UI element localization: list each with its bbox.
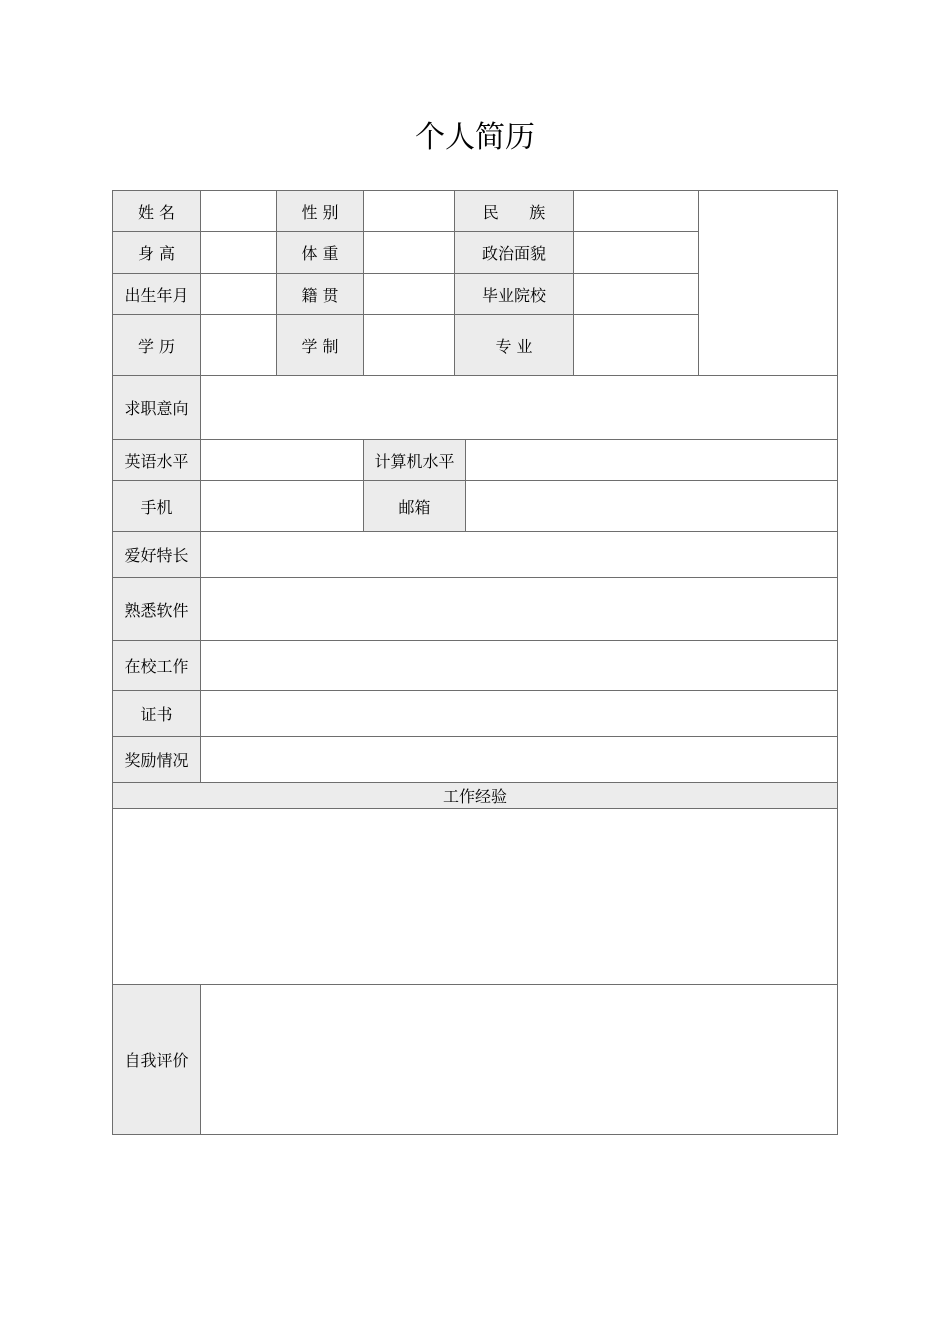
phone-label [112, 480, 201, 532]
political-label [454, 231, 574, 274]
ethnicity-label [454, 190, 574, 232]
school-label [454, 273, 574, 315]
schooling-label [276, 314, 364, 376]
work-experience-label-text: 工作经验 [442, 787, 507, 806]
hobbies-label-text: 爱好特长 [124, 546, 189, 565]
photo-area[interactable] [698, 190, 838, 376]
school-field[interactable] [573, 273, 699, 315]
ethnicity-label-text: 民 族 [482, 202, 546, 222]
education-field[interactable] [200, 314, 277, 376]
weight-field[interactable] [363, 231, 455, 274]
school-work-field[interactable] [200, 640, 838, 691]
schooling-field[interactable] [363, 314, 455, 376]
school-work-label-text: 在校工作 [124, 657, 189, 676]
political-field[interactable] [573, 231, 699, 274]
page-title: 个人简历 [415, 120, 535, 155]
work-experience-header [112, 782, 838, 809]
self-eval-field[interactable] [200, 984, 838, 1135]
weight-label-text: 体 重 [301, 244, 339, 263]
school-work-label [112, 640, 201, 691]
native-label-text: 籍 贯 [301, 285, 339, 305]
name-label-text: 姓 名 [137, 202, 176, 222]
schooling-label-text: 学 制 [301, 336, 339, 356]
education-label [112, 314, 201, 376]
awards-label [112, 736, 201, 783]
job-intent-field[interactable] [200, 375, 838, 440]
height-label [112, 231, 201, 274]
birth-label-text: 出生年月 [124, 285, 189, 305]
certificates-label-text: 证书 [140, 705, 173, 724]
job-intent-label-text: 求职意向 [124, 399, 189, 418]
native-field[interactable] [363, 273, 455, 315]
computer-field[interactable] [465, 439, 838, 481]
work-experience-field[interactable] [112, 808, 838, 985]
job-intent-label [112, 375, 201, 440]
computer-label-text: 计算机水平 [374, 451, 455, 471]
email-field[interactable] [465, 480, 838, 532]
gender-label [276, 190, 364, 232]
birth-field[interactable] [200, 273, 277, 315]
native-label [276, 273, 364, 315]
hobbies-field[interactable] [200, 531, 838, 578]
ethnicity-field[interactable] [573, 190, 699, 232]
name-field[interactable] [200, 190, 277, 232]
hobbies-label [112, 531, 201, 578]
computer-label [363, 439, 466, 481]
software-label-text: 熟悉软件 [124, 600, 189, 620]
awards-label-text: 奖励情况 [124, 751, 189, 770]
email-label-text: 邮箱 [398, 497, 431, 517]
english-field[interactable] [200, 439, 364, 481]
major-field[interactable] [573, 314, 699, 376]
height-label-text: 身 高 [137, 244, 176, 263]
self-eval-label [112, 984, 201, 1135]
email-label [363, 480, 466, 532]
english-label [112, 439, 201, 481]
major-label [454, 314, 574, 376]
self-eval-label-text: 自我评价 [124, 1051, 189, 1070]
height-field[interactable] [200, 231, 277, 274]
software-label [112, 577, 201, 641]
weight-label [276, 231, 364, 274]
certificates-field[interactable] [200, 690, 838, 737]
major-label-text: 专 业 [495, 336, 533, 356]
software-field[interactable] [200, 577, 838, 641]
education-label-text: 学 历 [137, 336, 176, 356]
phone-field[interactable] [200, 480, 364, 532]
birth-label [112, 273, 201, 315]
phone-label-text: 手机 [140, 497, 173, 517]
gender-label-text: 性 别 [301, 202, 339, 222]
awards-field[interactable] [200, 736, 838, 783]
school-label-text: 毕业院校 [481, 285, 546, 305]
political-label-text: 政治面貌 [481, 244, 546, 263]
certificates-label [112, 690, 201, 737]
english-label-text: 英语水平 [124, 451, 189, 471]
gender-field[interactable] [363, 190, 455, 232]
name-label [112, 190, 201, 232]
